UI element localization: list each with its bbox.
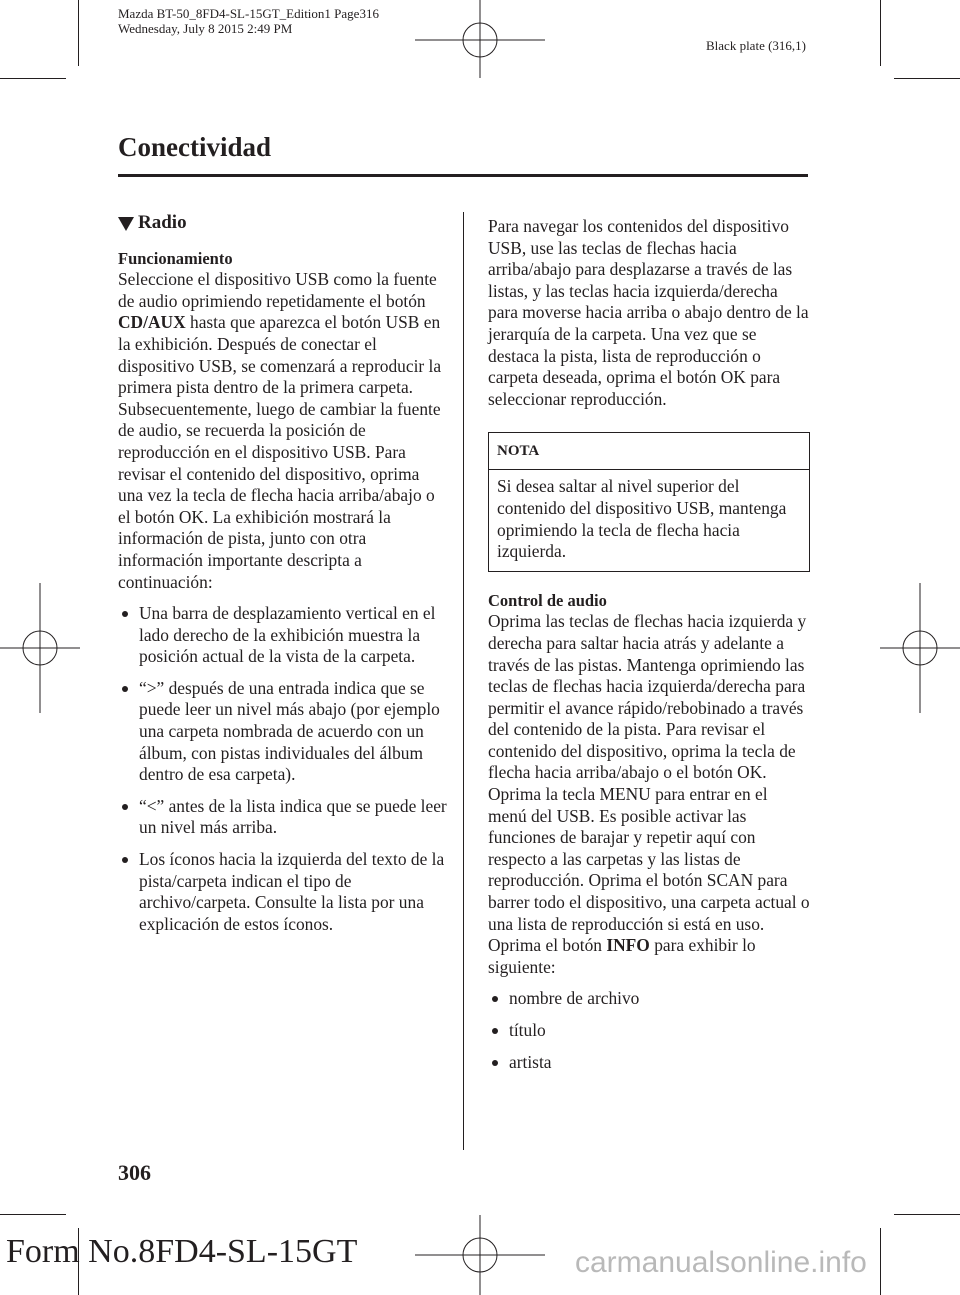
right-paragraph-1: Para navegar los contenidos del dispositivo USB, use las teclas de flechas hacia arriba/abajo para desplazarse a través de las listas, y las teclas hacia izquierda/derecha para moverse hacia arriba o abajo dentro de la jerarquía de la carpeta. Una vez que se destaca la pista, lista de reproducción o carpeta deseada, oprima el botón OK para seleccionar reproducción. bbox=[488, 216, 809, 409]
right-paragraph-2-post: para exhibir lo siguiente: bbox=[488, 935, 756, 977]
right-column bbox=[488, 216, 810, 1083]
left-paragraph-post: hasta que aparezca el botón USB en la exhibición. Después de conectar el dispositivo USB, se comenzará a reproducir la primera pista dentro de la primera carpeta. Subsecuentemente, luego de cambiar la fuente de audio, se recuerda la posición de reproducción en el dispositivo USB. Para revisar el contenido del dispositivo, oprima una vez la tecla de flecha hacia arriba/abajo o el botón OK. La exhibición mostrará la información de pista, junto con otra información importante descripta a continuación: bbox=[118, 312, 442, 592]
bullet-icon bbox=[122, 611, 128, 617]
bullet-icon bbox=[122, 804, 128, 810]
list-item bbox=[488, 1020, 810, 1042]
list-item bbox=[488, 1052, 810, 1074]
list-item bbox=[118, 796, 448, 839]
page-number: 306 bbox=[118, 1160, 151, 1185]
site-watermark: carmanualsonline.info bbox=[575, 1246, 867, 1279]
list-item bbox=[118, 678, 448, 786]
list-item-text: artista bbox=[509, 1051, 552, 1072]
print-job-info bbox=[118, 6, 379, 36]
right-bullet-list bbox=[488, 988, 810, 1073]
registration-mark-right bbox=[880, 583, 960, 713]
list-item-text: Una barra de desplazamiento vertical en el lado derecho de la exhibición muestra la posición actual de la vista de la carpeta. bbox=[139, 603, 436, 667]
registration-mark-bottom bbox=[415, 1215, 545, 1295]
crop-mark-tr-h bbox=[894, 78, 960, 79]
left-bullet-list bbox=[118, 603, 448, 935]
list-item bbox=[118, 849, 448, 935]
right-paragraph-2-pre: Oprima las teclas de flechas hacia izquierda y derecha para saltar hacia atrás y adelante a través de las pistas. Mantenga oprimiendo las teclas de flechas hacia izquierda/derecha para permitir el avance rápido/rebobinado a través del contenido de la pista. Para revisar el contenido del dispositivo, oprima la tecla de flecha hacia arriba/abajo o el botón OK. Oprima la tecla MENU para entrar en el menú del USB. Es posible activar las funciones de barajar y repetir aquí con respecto a las carpetas y las listas de reproducción. Oprima el botón SCAN para barrer todo el dispositivo, una carpeta actual o una lista de reproducción si está en uso. Oprima el botón bbox=[488, 611, 810, 956]
list-item-text: Los íconos hacia la izquierda del texto de la pista/carpeta indican el tipo de archivo/carpeta. Consulte la lista por una explicación de estos íconos. bbox=[139, 849, 445, 934]
left-paragraph-pre: Seleccione el dispositivo USB como la fuente de audio oprimiendo repetidamente el botón bbox=[118, 269, 437, 311]
radio-heading-text: Radio bbox=[138, 212, 187, 233]
list-item bbox=[488, 988, 810, 1010]
print-job-line1: Mazda BT-50_8FD4-SL-15GT_Edition1 Page316 bbox=[118, 6, 379, 21]
bullet-icon bbox=[492, 1060, 498, 1066]
note-title: NOTA bbox=[489, 433, 809, 470]
registration-mark-left bbox=[0, 583, 80, 713]
crop-mark-bl-h bbox=[0, 1214, 66, 1215]
form-number: Form No.8FD4-SL-15GT bbox=[6, 1233, 358, 1270]
radio-heading bbox=[118, 212, 448, 234]
list-item-text: “<” antes de la lista indica que se puede leer un nivel más arriba. bbox=[139, 795, 447, 838]
triangle-down-icon bbox=[118, 217, 134, 231]
plate-label: Black plate (316,1) bbox=[706, 38, 806, 53]
crop-mark-tl-h bbox=[0, 78, 66, 79]
crop-mark-br-h bbox=[894, 1214, 960, 1215]
info-label: INFO bbox=[606, 935, 650, 956]
bullet-icon bbox=[122, 857, 128, 863]
section-title: Conectividad bbox=[118, 132, 272, 162]
list-item-text: nombre de archivo bbox=[509, 988, 640, 1009]
list-item bbox=[118, 603, 448, 668]
bullet-icon bbox=[492, 996, 498, 1002]
print-job-line2: Wednesday, July 8 2015 2:49 PM bbox=[118, 21, 293, 36]
column-divider bbox=[463, 212, 464, 1150]
left-paragraph bbox=[118, 269, 448, 593]
note-body: Si desea saltar al nivel superior del contenido del dispositivo USB, mantenga oprimiendo la tecla de flecha hacia izquierda. bbox=[497, 476, 787, 562]
left-column bbox=[118, 212, 448, 945]
control-de-audio-subheading: Control de audio bbox=[488, 590, 607, 610]
list-item-text: título bbox=[509, 1020, 546, 1040]
funcionamiento-subheading: Funcionamiento bbox=[118, 248, 233, 268]
right-paragraph-2 bbox=[488, 611, 810, 978]
crop-mark-tl-v bbox=[78, 0, 79, 66]
list-item-text: “>” después de una entrada indica que se puede leer un nivel más abajo (por ejemplo una carpeta nombrada de acuerdo con un álbum, con pistas individuales del álbum dentro de esa carpeta). bbox=[139, 677, 440, 785]
cd-aux-label: CD/AUX bbox=[118, 312, 186, 333]
bullet-icon bbox=[492, 1028, 498, 1034]
registration-mark-top bbox=[415, 0, 545, 80]
crop-mark-tr-v bbox=[880, 0, 881, 66]
note-box bbox=[488, 432, 810, 571]
crop-mark-br-v bbox=[880, 1228, 881, 1295]
section-rule bbox=[118, 174, 808, 177]
bullet-icon bbox=[122, 686, 128, 692]
